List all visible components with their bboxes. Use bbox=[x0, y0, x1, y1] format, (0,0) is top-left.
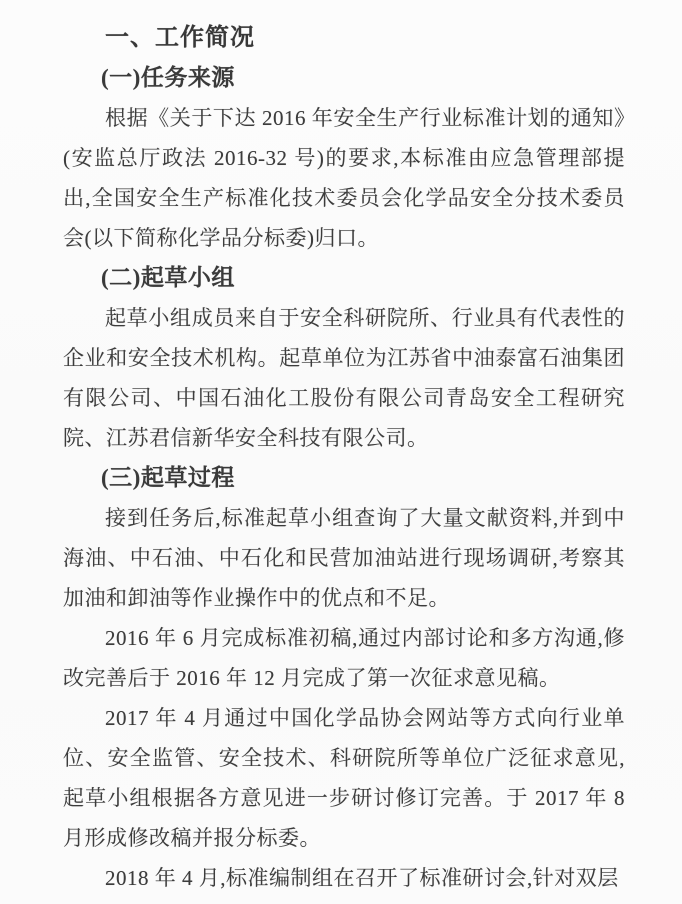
subsection-title-drafting-group: (二)起草小组 bbox=[101, 265, 235, 290]
paragraph-2017-comments: 2017 年 4 月通过中国化学品协会网站等方式向行业单位、安全监管、安全技术、科研院所等单位广泛征求意见,起草小组根据各方意见进一步研讨修订完善。于 2017 年 8 月形成修改稿并报分标委。 bbox=[63, 706, 625, 850]
paragraph-2016-draft: 2016 年 6 月完成标准初稿,通过内部讨论和多方沟通,修改完善后于 2016 年 12 月完成了第一次征求意见稿。 bbox=[63, 626, 625, 690]
subsection-title-drafting-process: (三)起草过程 bbox=[101, 465, 235, 490]
paragraph-2018-seminar: 2018 年 4 月,标准编制组在召开了标准研讨会,针对双层 bbox=[105, 866, 619, 890]
subsection-title-task-source: (一)任务来源 bbox=[101, 65, 235, 90]
paragraph-drafting-process-research: 接到任务后,标准起草小组查询了大量文献资料,并到中海油、中石油、中石化和民营加油站进行现场调研,考察其加油和卸油等作业操作中的优点和不足。 bbox=[63, 506, 625, 610]
paragraph-drafting-group: 起草小组成员来自于安全科研院所、行业具有代表性的企业和安全技术机构。起草单位为江苏省中油泰富石油集团有限公司、中国石油化工股份有限公司青岛安全工程研究院、江苏君信新华安全科技有限公司。 bbox=[63, 306, 625, 450]
paragraph-task-source: 根据《关于下达 2016 年安全生产行业标准计划的通知》(安监总厅政法 2016-32 号)的要求,本标准由应急管理部提出,全国安全生产标准化技术委员会化学品安全分技术委员会(以下简称化学品分标委)归口。 bbox=[63, 106, 625, 250]
section-heading-work-overview: 一、工作简况 bbox=[105, 24, 255, 51]
